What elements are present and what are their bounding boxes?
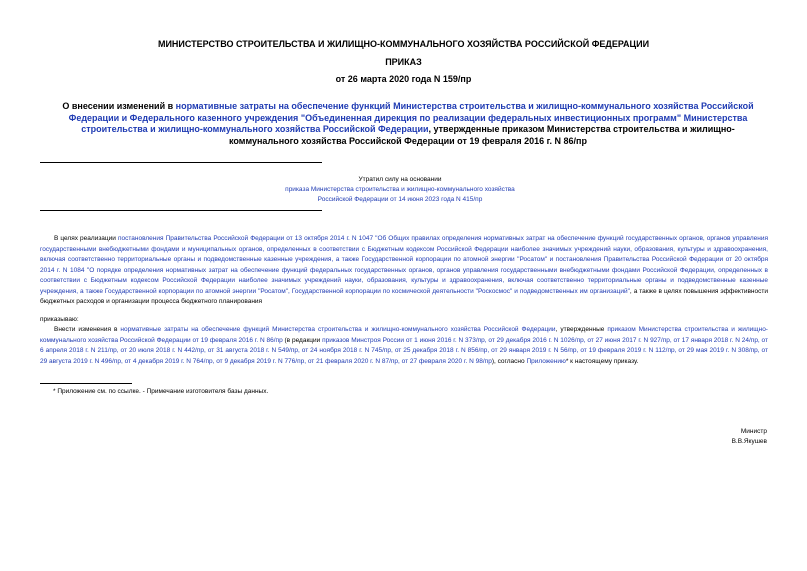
resolution-1047-link[interactable]: постановления Правительства Российской Федерации от 13 октября 2014 г. N 1047 "Об Общих правилах определения нормативных затрат на обеспечение функций государственных органов, органов управления государственными внебюджетными фондами и муниципальных органов, определенных в соответствии с Бюджетным кодексом Российской Федерации наиболее значимых учреждений науки, образования, культуры и здравоохранения, включая соответственно территориальные органы и подведомственные казенные учреждения, а также Государственной корпорации по атомной энергии "Росатом" и bbox=[40, 235, 769, 263]
normative-costs-link[interactable]: нормативные затраты на обеспечение функций Министерства строительства и жилищно-коммунального хозяйства Российской Федерации и Федерального казенного учреждения "Объединенная дирекция по реализации федеральных инвестиционных программ" Министерства строительства и жилищно-коммунального хозяйства Российской Федерации bbox=[68, 101, 754, 134]
order-body-paragraph: Внести изменения в нормативные затраты на обеспечение функций Министерства строительства и жилищно-коммунального хозяйства Российской Федерации, утвержденные приказом Министерства строительства и жилищно-коммунального хозяйства Российской Федерации от 19 февраля 2016 г. N 86/пр (в редакции приказов Минстроя России от 1 июня 2016 г. N 373/пр, от 29 декабря 2016 г. N 1026/пр, от 27 июня 2017 г. N 927/пр, от 17 января 2018 г. N 24/пр, от 6 апреля 2018 г. N 211/пр, от 20 июля 2018 г. N 442/пр, от 31 августа 2018 г. N 549/пр, от 24 ноября 2018 г. N 745/пр, от 25 декабря 2018 г. N 856/пр, от 29 января 2019 г. N 56/пр, от 19 февраля 2019 г. N 112/пр, от 29 мая 2019 г. N 308/пр, от 29 августа 2019 г. N 496/пр, от 4 декабря 2019 г. N 764/пр, от 9 декабря 2019 г. N 776/пр, от 21 февраля 2020 г. N 87/пр, от 27 февраля 2020 г. N 98/пр), согласно Приложению* к настоящему приказу. bbox=[40, 326, 769, 365]
order-word: приказываю: bbox=[40, 316, 79, 323]
signature-name: В.В.Якушев bbox=[731, 438, 767, 445]
normative-costs-link-2[interactable]: нормативные затраты на обеспечение функций Министерства строительства и жилищно-коммунального хозяйства Российской Федерации bbox=[120, 326, 556, 333]
separator-bottom bbox=[40, 210, 322, 211]
preamble-text-end: , а также в целях повышения эффективности бюджетных расходов и организации процесса бюджетного планирования bbox=[40, 287, 768, 305]
footnote: * Приложение см. по ссылке. - Примечание изготовителя базы данных. bbox=[53, 388, 269, 395]
lost-force-label: Утратил силу на основании bbox=[358, 176, 442, 183]
order-type: ПРИКАЗ bbox=[385, 57, 422, 67]
signature-position: Министр bbox=[740, 428, 767, 435]
ministry-name: МИНИСТЕРСТВО СТРОИТЕЛЬСТВА И ЖИЛИЩНО-КОММУНАЛЬНОГО ХОЗЯЙСТВА РОССИЙСКОЙ ФЕДЕРАЦИИ bbox=[157, 39, 650, 49]
document-title bbox=[58, 101, 758, 147]
appendix-link[interactable]: Приложению bbox=[526, 357, 566, 365]
amending-orders-link[interactable]: приказов Минстроя России от 1 июня 2016 г. N 373/пр, от 29 декабря 2016 г. N 1026/пр, от 27 июня 2017 г. N 927/пр, от 17 января 2018 г. N 24/пр, от 6 апреля 2018 г. N 211/пр, от 20 июля 2018 г. N 442/пр, от 31 августа 2018 г. N 549/пр, от 24 ноября 2018 г. N 745/пр, от 25 декабря 2018 г. N 856/пр, от 29 января 2019 г. N 56/пр, от 19 февраля 2019 г. N 112/пр, от 29 мая 2019 г. N 308/пр, от 29 августа 2019 г. N 496/пр, от 4 декабря 2019 г. N 764/пр, от 9 декабря 2019 г. N 776/пр, от 21 февраля 2020 г. N 87/пр, от 27 февраля 2020 г. N 98/пр bbox=[40, 336, 769, 365]
preamble-paragraph bbox=[40, 234, 768, 308]
footnote-separator bbox=[40, 383, 132, 384]
order-86-link[interactable]: приказом Министерства строительства и жилищно-коммунального хозяйства Российской Федерации от 19 февраля 2016 г. N 86/пр bbox=[40, 326, 768, 344]
order-date: от 26 марта 2020 года N 159/пр bbox=[335, 74, 472, 84]
lost-force-order-link[interactable]: приказа Министерства строительства и жилищно-коммунального хозяйства bbox=[285, 186, 515, 193]
lost-force-order-date-link[interactable]: Российской Федерации от 14 июня 2023 года N 415/пр bbox=[317, 196, 483, 203]
preamble-text-start: В целях реализации bbox=[54, 235, 118, 242]
resolution-1084-link[interactable]: постановления Правительства Российской Федерации от 20 октября 2014 г. N 1084 "О порядке определения нормативных затрат на обеспечение функций федеральных государственных органов, органов управления государственными внебюджетными фондами Российской Федерации, определенных в соответствии с Бюджетным кодексом Российской Федерации наиболее значимых учреждений науки, образования, культуры и здравоохранения, включая соответственно территориальные органы и подведомственные казенные учреждения, а также Государственной корпорации по атомной энергии "Росатом", Государственной корпорации по космической деятельности "Роскосмос" и подведомственных им организаций" bbox=[40, 256, 768, 295]
separator-top bbox=[40, 162, 322, 163]
title-text-end: , утвержденные приказом Министерства строительства и жилищно-коммунального хозяйства Российской Федерации от 19 февраля 2016 г. N 86/пр bbox=[229, 124, 735, 146]
title-text-start: О внесении изменений в bbox=[62, 101, 176, 111]
